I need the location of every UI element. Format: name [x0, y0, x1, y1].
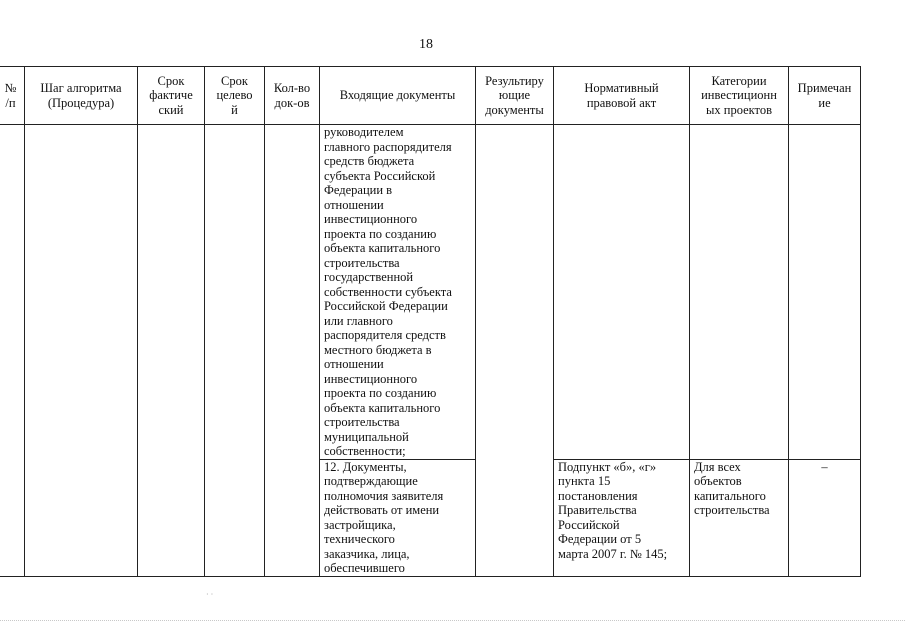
header-resulting-documents: Результиру ющие документы — [476, 67, 554, 125]
cell-normative-act — [554, 125, 690, 460]
header-incoming-documents: Входящие документы — [320, 67, 476, 125]
cell-actual-term — [138, 125, 205, 577]
header-doc-count: Кол-во док-ов — [265, 67, 320, 125]
cell-normative-act: Подпункт «б», «г» пункта 15 постановления Правительства Российской Федерации от 5 марта 2007 г. № 145; — [554, 459, 690, 576]
table-header-row — [0, 67, 861, 125]
cell-project-categories — [690, 125, 789, 460]
cell-note: – — [789, 459, 861, 576]
cell-incoming-documents: руководителем главного распорядителя средств бюджета субъекта Российской Федерации в отношении инвестиционного проекта по созданию объекта капитального строительства государственной собственности субъекта Российской Федерации или главного распорядителя средств местного бюджета в отношении инвестиционного проекта по созданию объекта капитального строительства муниципальной собственности; — [320, 125, 476, 460]
cell-project-categories: Для всех объектов капитального строительства — [690, 459, 789, 576]
header-target-term: Срок целево й — [205, 67, 265, 125]
cell-number — [0, 125, 25, 577]
table-row — [0, 125, 861, 460]
cell-resulting-documents — [476, 125, 554, 577]
header-note: Примечан ие — [789, 67, 861, 125]
header-project-categories: Категории инвестиционн ых проектов — [690, 67, 789, 125]
cell-target-term — [205, 125, 265, 577]
page-number: 18 — [419, 37, 433, 52]
cell-incoming-documents: 12. Документы, подтверждающие полномочия заявителя действовать от имени застройщика, технического заказчика, лица, обеспечившего — [320, 459, 476, 576]
header-normative-act: Нормативный правовой акт — [554, 67, 690, 125]
procedure-table — [0, 66, 861, 577]
cell-algorithm-step — [25, 125, 138, 577]
cell-note — [789, 125, 861, 460]
header-actual-term: Срок фактиче ский — [138, 67, 205, 125]
scan-edge-line — [0, 620, 905, 622]
scan-artifact: · · — [206, 590, 214, 599]
header-number: № /п — [0, 67, 25, 125]
header-algorithm-step: Шаг алгоритма (Процедура) — [25, 67, 138, 125]
cell-doc-count — [265, 125, 320, 577]
